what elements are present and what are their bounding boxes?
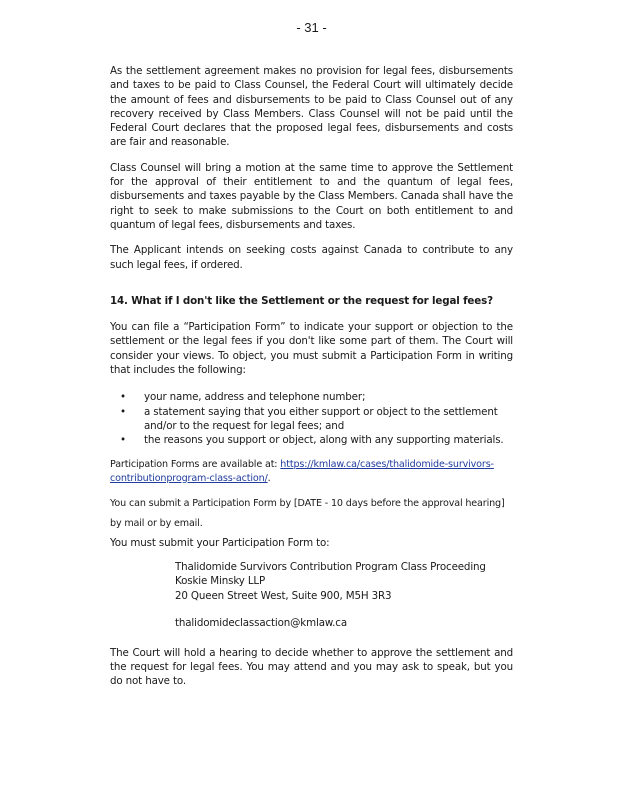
paragraph-legal-fees: As the settlement agreement makes no provision for legal fees, disbursements and taxes to be paid to Class Counsel, the Federal Court will ultimately decide the amount of fees and disbursements to be paid to Class Counsel out of any recovery received by Class Members. Class Counsel will not be paid until the Federal Court declares that the proposed legal fees, disbursements and costs are fair and reasonable. [110,65,513,149]
forms-available-suffix: . [267,472,271,484]
page-number: - 31 - [296,20,327,35]
submit-by-text: You can submit a Participation Form by [DATE - 10 days before the approval hearing] by mail or by email. [110,497,505,529]
section-intro: You can file a “Participation Form” to indicate your support or objection to the settlement or the legal fees if you don't like some part of them. The Court will consider your views. To object, you must submit a Participation Form in writing that includes the following: [110,321,513,377]
document-body [110,64,513,689]
contact-email: thalidomideclassaction@kmlaw.ca [175,617,347,630]
requirements-list [110,390,513,447]
forms-link[interactable]: https://kmlaw.ca/cases/thalidomide-survivors-contributionprogram-class-action/ [110,458,494,484]
address-line-1: Thalidomide Survivors Contribution Program Class Proceeding [175,560,486,573]
address-line-3: 20 Queen Street West, Suite 900, M5H 3R3 [175,589,392,602]
forms-available [110,458,513,486]
list-item: • the reasons you support or object, along with any supporting materials. [120,433,513,447]
section-heading: 14. What if I don't like the Settlement or the request for legal fees? [110,294,493,307]
paragraph-class-counsel-motion: Class Counsel will bring a motion at the same time to approve the Settlement for the approval of their entitlement to and the quantum of legal fees, disbursements and taxes payable by the Class Members. Canada shall have the right to seek to make submissions to the Court on both entitlement to and quantum of legal fees, disbursements and taxes. [110,161,513,231]
submit-to-text: You must submit your Participation Form to: [110,536,330,549]
list-item: • a statement saying that you either support or object to the settlement and/or to the request for legal fees; and [120,405,513,434]
list-item: • your name, address and telephone number; [120,390,513,404]
mailing-address [175,560,513,631]
forms-available-prefix: Participation Forms are available at: [110,458,281,470]
closing-paragraph: The Court will hold a hearing to decide whether to approve the settlement and the request for legal fees. You may attend and you may ask to speak, but you do not have to. [110,646,513,688]
paragraph-applicant-costs: The Applicant intends on seeking costs against Canada to contribute to any such legal fees, if ordered. [110,244,513,271]
address-line-2: Koskie Minsky LLP [175,575,266,588]
